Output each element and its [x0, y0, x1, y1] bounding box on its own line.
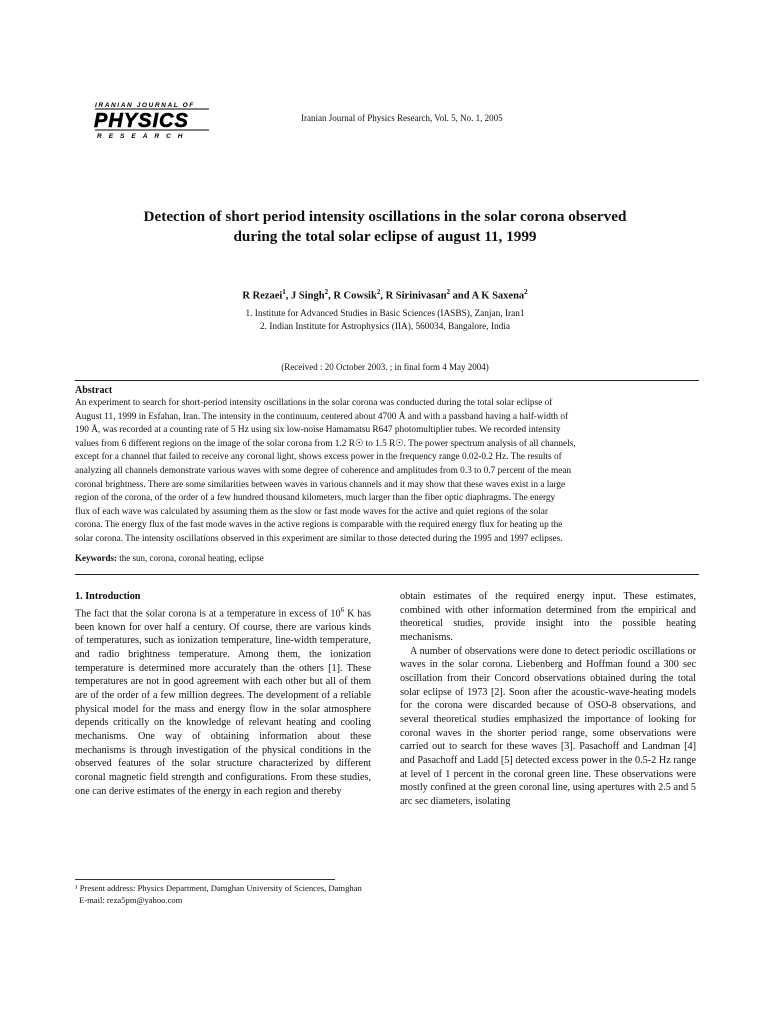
- author-separator: ,: [380, 290, 386, 302]
- keywords-label: Keywords:: [75, 553, 117, 563]
- intro-paragraph-1: [75, 604, 371, 799]
- abstract-line: flux of each wave was calculated by assuming them as the slow or fast mode waves for the active and quiet regions of the solar: [75, 506, 548, 517]
- author-affiliation-mark: 2: [376, 288, 381, 296]
- author-affiliation-mark: 1: [282, 288, 286, 296]
- footnote-email: E-mail: reza5pm@yahoo.com: [79, 895, 183, 905]
- journal-logo: [93, 100, 211, 140]
- abstract-line: 190 Å, was recorded at a counting rate of 5 Hz using six low-noise Hamamatsu R647 photomultiplier tubes. We recorded intensity: [75, 425, 561, 436]
- abstract-text: [75, 397, 699, 547]
- abstract-line: values from 6 different regions on the image of the solar corona from 1.2 R☉ to 1.5 R☉. The power spectrum analysis of all channels,: [75, 438, 576, 449]
- author-name: A K Saxena: [471, 290, 525, 302]
- journal-citation: Iranian Journal of Physics Research, Vol. 5, No. 1, 2005: [301, 113, 503, 123]
- author-affiliation-mark: 2: [324, 288, 329, 296]
- title-line-2: during the total solar eclipse of august 11, 1999: [233, 228, 537, 245]
- abstract-line: An experiment to search for short-period intensity oscillations in the solar corona was conducted during the total solar eclipse of: [75, 398, 553, 408]
- keywords-bottom-rule: [75, 574, 699, 575]
- abstract-heading: Abstract: [75, 385, 113, 396]
- logo-bottom-text: RESEARCH: [97, 133, 190, 140]
- footnote-address: ¹ Present address: Physics Department, Damghan University of Sciences, Damghan: [75, 883, 362, 893]
- paper-title: [60, 207, 710, 247]
- keywords-list: the sun, corona, coronal heating, eclipse: [117, 553, 264, 563]
- author-list: [60, 288, 710, 302]
- intro-paragraph-2: A number of observations were done to detect periodic oscillations or waves in the solar corona. Liebenberg and Hoffman found a 300 sec oscillation from their Concord observations obtained during the total solar eclipse of 1973 [2]. Soon after the acoustic-wave-heating models for the corona were discarded because of OSO-8 observations, and several theoretical studies emphasized the importance of looking for coronal waves in the shorter period range, some observations were carried out to search for these waves [3]. Pasachoff and Landman [4] and Pasachoff and Ladd [5] detected excess power in the 0.5-2 Hz range at level of 1 percent in the coronal green line. These observations were mostly confined at the green coronal line, using apertures with 2.5 and 5 arc sec diameters, isolating: [400, 645, 696, 807]
- affiliation-2: 2. Indian Institute for Astrophysics (IIA), 560034, Bangalore, India: [260, 322, 510, 332]
- author-separator: and: [450, 290, 472, 302]
- author-name: J Singh: [291, 290, 325, 302]
- author-name: R Sirinivasan: [385, 290, 447, 302]
- left-column: [75, 590, 371, 798]
- affiliation-1: 1. Institute for Advanced Studies in Basic Sciences (IASBS), Zanjan, Iran1: [245, 309, 525, 319]
- abstract-line: August 11, 1999 in Esfahan, Iran. The intensity in the continuum, centered about 4700 Å and with a passband having a half-width of: [75, 411, 569, 422]
- intro-paragraph-1-continued: obtain estimates of the required energy input. These estimates, combined with other information determined from the empirical and theoretical studies, provide insight into the possible heating mechanisms.: [400, 591, 696, 643]
- author-affiliation-mark: 2: [524, 288, 528, 296]
- author-separator: ,: [285, 290, 292, 302]
- logo-main-text: PHYSICS: [94, 110, 189, 132]
- section-heading-introduction: 1. Introduction: [75, 591, 141, 602]
- abstract-line: coronal brightness. There are some similarities between waves in various channels and it may show that these waves exist in a large: [75, 479, 566, 490]
- logo-top-text: IRANIAN JOURNAL OF: [95, 102, 195, 109]
- intro-text-continued: K has been known for over half a century. Of course, there are various kinds of temperatures, such as ionization temperature, line-width temperature, and radio brightness temperature. Among them, the ionization temperature is determined more accurately than the others [1]. These temperatures are not in good agreement with each other but all of them are of the order of a few million degrees. The development of a reliable physical model for the mass and energy flow in the solar atmosphere depends critically on the knowledge of relevant heating and cooling mechanisms. One way of obtaining information about these mechanisms is through investigation of the physical conditions in the observed features of the solar structure characterized by different coronal magnetic field strength and configurations. From these studies, one can derive estimates of the energy in each region and thereby: [75, 608, 371, 797]
- footnote-rule: [75, 879, 335, 880]
- abstract-top-rule: [75, 380, 699, 381]
- abstract-line: except for a channel that failed to receive any coronal light, shows excess power in the frequency range 0.02-0.2 Hz. The results of: [75, 452, 562, 463]
- received-dates: (Received : 20 October 2003. ; in final form 4 May 2004): [281, 362, 489, 372]
- abstract-line: analyzing all channels demonstrate various waves with some degree of coherence and amplitudes from 0.3 to 0.7 percent of the mean: [75, 465, 572, 476]
- title-line-1: Detection of short period intensity oscillations in the solar corona observed: [143, 208, 627, 225]
- author-name: R Rezaei: [242, 290, 283, 302]
- author-name: R Cowsik: [333, 290, 377, 302]
- abstract-line: corona. The energy flux of the fast mode waves in the active regions is comparable with the required energy flux for heating up the: [75, 520, 563, 531]
- exponent: 6: [340, 605, 345, 614]
- author-separator: ,: [328, 290, 334, 302]
- footnote: [75, 882, 362, 906]
- author-affiliation-mark: 2: [446, 288, 451, 296]
- keywords: [75, 553, 264, 563]
- right-column: [400, 590, 696, 809]
- abstract-line: region of the corona, of the order of a few hundred thousand kilometers, much larger than the fiber optic diaphragms. The energy: [75, 493, 556, 504]
- intro-text: The fact that the solar corona is at a temperature in excess of 10: [75, 608, 341, 620]
- abstract-line: solar corona. The intensity oscillations observed in this experiment are similar to those detected during the 1995 and 1997 eclipses.: [75, 533, 563, 544]
